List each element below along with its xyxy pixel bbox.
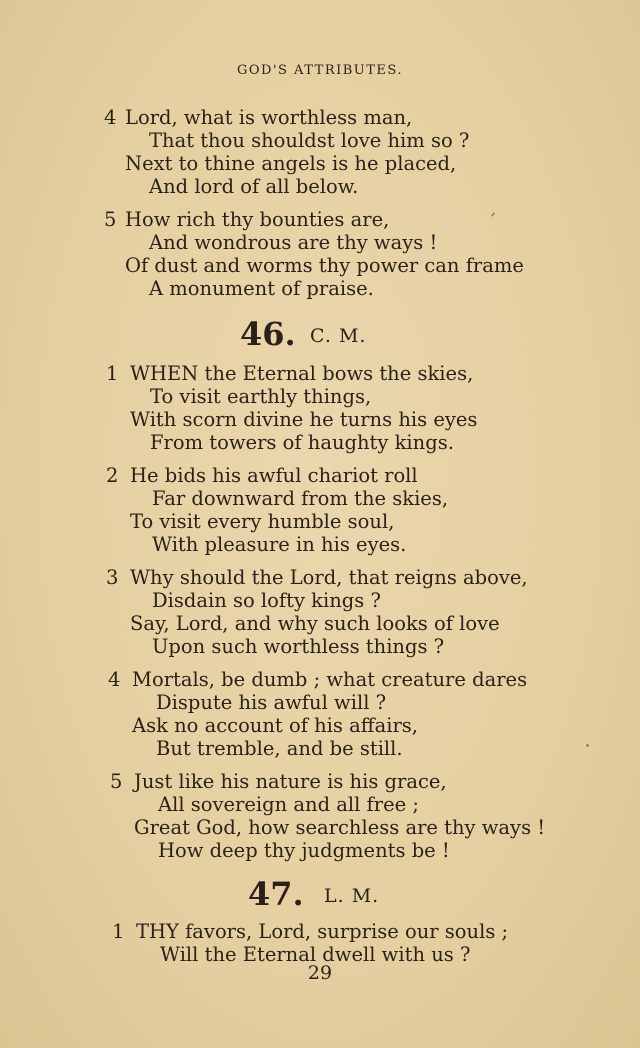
verse-line: And wondrous are thy ways ! [149, 231, 438, 254]
running-header: GOD'S ATTRIBUTES. [236, 63, 403, 78]
verse-line: Will the Eternal dwell with us ? [160, 943, 471, 966]
page-number: 29 [307, 962, 333, 984]
verse-line: Great God, how searchless are thy ways ! [134, 816, 546, 839]
verse-line: Say, Lord, and why such looks of love [130, 612, 500, 635]
stanza-number: 4 [104, 106, 117, 129]
verse-line: All sovereign and all free ; [158, 793, 419, 816]
verse-line: How rich thy bounties are, [125, 208, 390, 231]
verse-line: How deep thy judgments be ! [158, 839, 450, 862]
verse-line: Lord, what is worthless man, [125, 106, 413, 129]
hymn-meter: C. M. [310, 325, 367, 347]
verse-line: Far downward from the skies, [152, 487, 449, 510]
verse-line: He bids his awful chariot roll [130, 464, 418, 487]
stanza-number: 2 [106, 464, 119, 487]
verse-line: WHEN the Eternal bows the skies, [130, 362, 474, 385]
verse-line: A monument of praise. [149, 277, 374, 300]
verse-line: That thou shouldst love him so ? [149, 129, 470, 152]
stanza-number: 4 [108, 668, 121, 691]
verse-line: From towers of haughty kings. [150, 431, 454, 454]
verse-line: Mortals, be dumb ; what creature dares [132, 668, 528, 691]
stanza-number: 1 [112, 920, 125, 943]
verse-line: Ask no account of his affairs, [132, 714, 418, 737]
verse-line: THY favors, Lord, surprise our souls ; [136, 920, 509, 943]
verse-line: Just like his nature is his grace, [134, 770, 447, 793]
verse-line: To visit earthly things, [150, 385, 372, 408]
verse-line: But tremble, and be still. [156, 737, 403, 760]
verse-line: And lord of all below. [149, 175, 359, 198]
stanza-number: 1 [106, 362, 119, 385]
paper-speck [491, 212, 496, 217]
verse-line: Disdain so lofty kings ? [152, 589, 381, 612]
verse-line: To visit every humble soul, [130, 510, 395, 533]
verse-line: Dispute his awful will ? [156, 691, 387, 714]
verse-line: Of dust and worms thy power can frame [125, 254, 524, 277]
verse-line: Upon such worthless things ? [152, 635, 445, 658]
stanza-number: 3 [106, 566, 119, 589]
hymn-number: 47. [248, 875, 304, 913]
stanza-number: 5 [110, 770, 123, 793]
hymn-number: 46. [240, 315, 296, 353]
paper-speck [586, 744, 589, 747]
verse-line: With pleasure in his eyes. [152, 533, 407, 556]
stanza-number: 5 [104, 208, 117, 231]
verse-line: Next to thine angels is he placed, [125, 152, 457, 175]
verse-line: Why should the Lord, that reigns above, [130, 566, 528, 589]
verse-line: With scorn divine he turns his eyes [130, 408, 478, 431]
hymn-meter: L. M. [324, 885, 380, 907]
